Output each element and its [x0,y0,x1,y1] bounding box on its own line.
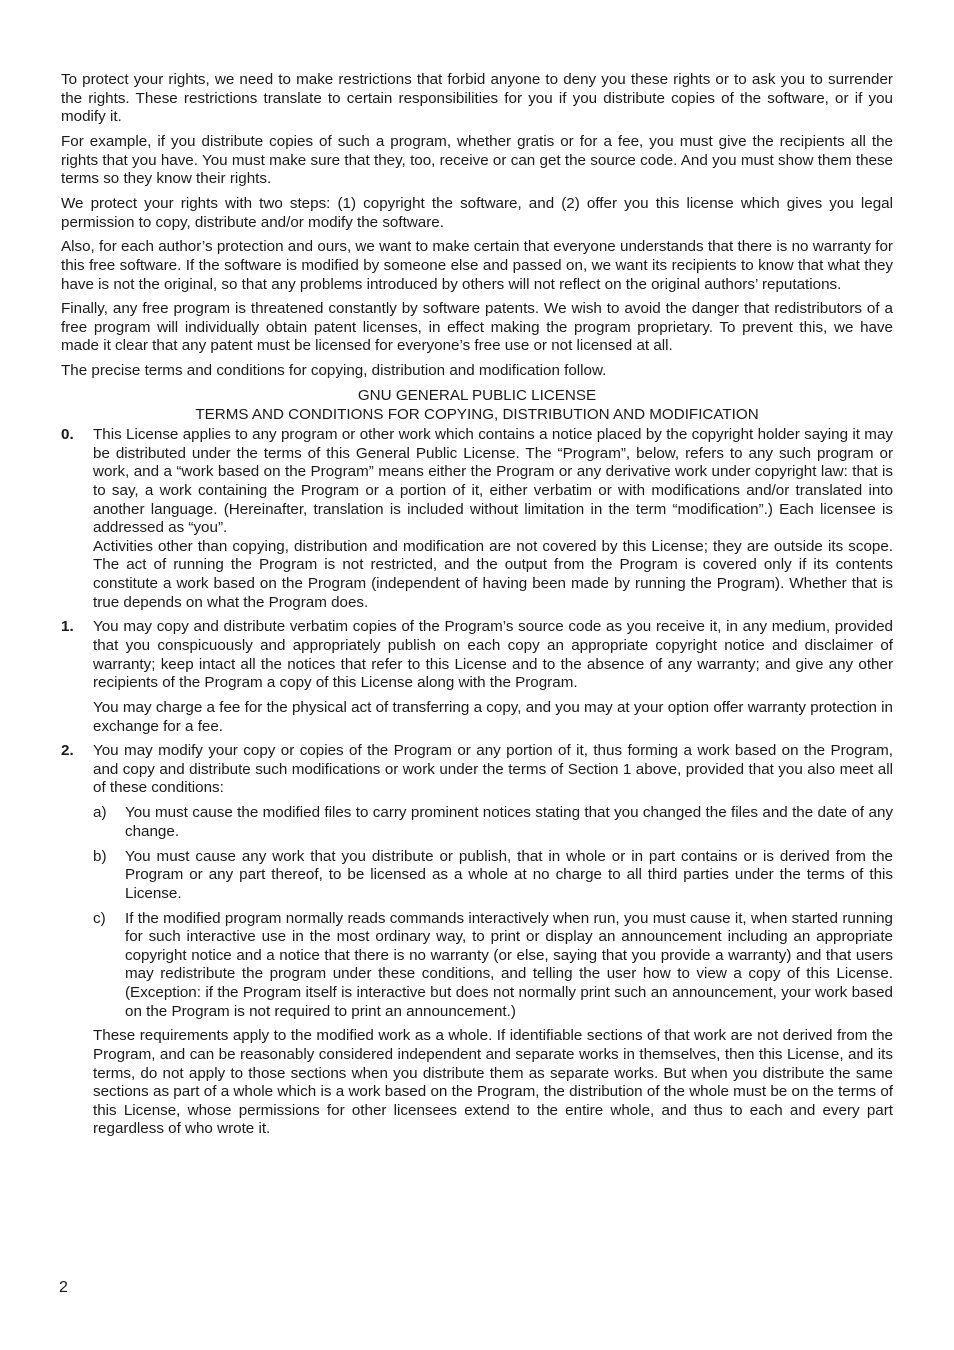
condition-a [93,804,893,841]
condition-c [93,910,893,1022]
section-paragraph: Activities other than copying, distribution and modification are not covered by this License; they are outside its scope. The act of running the Program is not restricted, and the output from the Program is covered only if its contents constitute a work based on the Program (independent of having been made by running the Program). Whether that is true depends on what the Program does. [93,537,893,611]
condition-text: If the modified program normally reads commands interactively when run, you must cause it, when started running for such interactive use in the most ordinary way, to print or display an announcement including an appropriate copyright notice and a notice that there is no warranty (or else, saying that you provide a warranty) and that users may redistribute the program under these conditions, and telling the user how to view a copy of this License. (Exception: if the Program itself is interactive but does not normally print such an announcement, your work based on the Program is not required to print an announcement.) [125,909,893,1020]
section-number: 0. [61,426,74,444]
intro-paragraph: The precise terms and conditions for copying, distribution and modification follow. [61,362,607,380]
section-paragraph: This License applies to any program or other work which contains a notice placed by the copyright holder saying it may be distributed under the terms of this General Public License. The “Program”, below, refers to any such program or work, and a “work based on the Program” means either the Program or any derivative work under copyright law: that is to say, a work containing the Program or a portion of it, either verbatim or with modifications and/or translated into another language. (Hereinafter, translation is included without limitation in the term “modification”.) Each licensee is addressed as “you”. [93,426,893,537]
condition-b [93,848,893,904]
section-paragraph: You may modify your copy or copies of the Program or any portion of it, thus forming a work based on the Program, and copy and distribute such modifications or work under the terms of Section 1 above, provided that you also meet all of these conditions: [93,742,893,797]
section-0 [61,426,893,612]
page-number: 2 [59,1279,68,1296]
license-heading [61,387,893,424]
license-title: GNU GENERAL PUBLIC LICENSE [357,387,597,405]
condition-letter: a) [93,804,107,822]
intro-paragraph: For example, if you distribute copies of such a program, whether gratis or for a fee, you must give the recipients all the rights that you have. You must make sure that they, too, receive or can get the source code. And you must show them these terms so they know their rights. [61,132,893,188]
intro-paragraph: We protect your rights with two steps: (1) copyright the software, and (2) offer you this license which gives you legal permission to copy, distribute and/or modify the software. [61,194,893,231]
section-2 [61,742,893,1139]
intro-paragraph: Finally, any free program is threatened constantly by software patents. We wish to avoid the danger that redistributors of a free program will individually obtain patent licenses, in effect making the program proprietary. To prevent this, we have made it clear that any patent must be licensed for everyone’s free use or not licensed at all. [61,300,893,355]
condition-letter: c) [93,909,106,927]
section-paragraph: You may copy and distribute verbatim copies of the Program’s source code as you receive it, in any medium, provided that you conspicuously and appropriately publish on each copy an appropriate copyright notice and disclaimer of warranty; keep intact all the notices that refer to this License and to the absence of any warranty; and give any other recipients of the Program a copy of this License along with the Program. [93,618,893,692]
condition-text: You must cause any work that you distribute or publish, that in whole or in part contains or is derived from the Program or any part thereof, to be licensed as a whole at no charge to all third parties under the terms of this License. [125,847,893,902]
condition-text: You must cause the modified files to carry prominent notices stating that you changed the files and the date of any change. [125,804,893,840]
condition-letter: b) [93,847,107,865]
section-paragraph: These requirements apply to the modified work as a whole. If identifiable sections of that work are not derived from the Program, and can be reasonably considered independent and separate works in themselves, then this License, and its terms, do not apply to those sections when you distribute them as separate works. But when you distribute the same sections as part of a whole which is a work based on the Program, the distribution of the whole must be on the terms of this License, whose permissions for other licensees extend to the entire whole, and thus to each and every part regardless of who wrote it. [93,1027,893,1138]
section-number: 2. [61,742,74,760]
intro-paragraph: To protect your rights, we need to make restrictions that forbid anyone to deny you these rights or to ask you to surrender the rights. These restrictions translate to certain responsibilities for you if you distribute copies of the software, or if you modify it. [61,71,893,126]
section-paragraph: You may charge a fee for the physical act of transferring a copy, and you may at your option offer warranty protection in exchange for a fee. [93,698,893,735]
license-subtitle: TERMS AND CONDITIONS FOR COPYING, DISTRIBUTION AND MODIFICATION [195,405,759,423]
section-number: 1. [61,618,74,636]
license-page-body [61,71,893,1145]
intro-paragraph: Also, for each author’s protection and ours, we want to make certain that everyone understands that there is no warranty for this free software. If the software is modified by someone else and passed on, we want its recipients to know that what they have is not the original, so that any problems introduced by others will not reflect on the original authors’ reputations. [61,238,893,293]
section-1 [61,618,893,736]
